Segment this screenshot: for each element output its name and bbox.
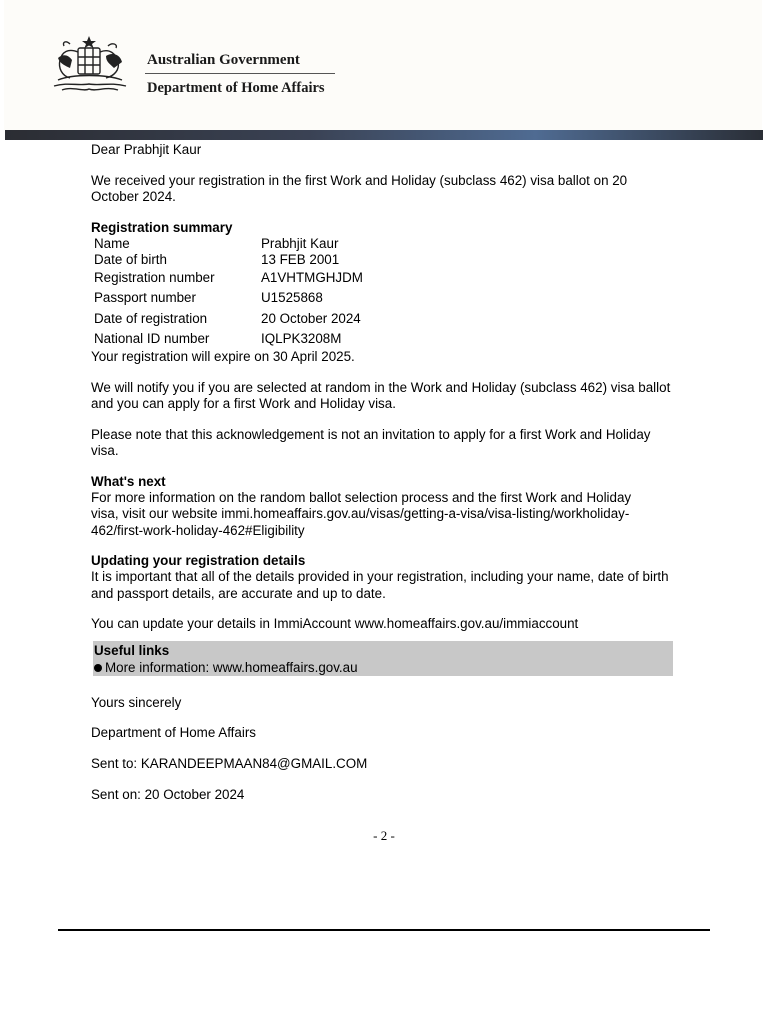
summary-value: Prabhjit Kaur xyxy=(261,235,339,251)
summary-row-date-of-registration xyxy=(94,309,676,329)
agency-name: Australian Government xyxy=(147,52,300,68)
closing: Yours sincerely xyxy=(91,694,182,710)
summary-value: IQLPK3208M xyxy=(261,330,342,346)
summary-label: Registration number xyxy=(94,269,215,285)
summary-label: National ID number xyxy=(94,330,210,346)
summary-heading: Registration summary xyxy=(91,219,233,235)
notify-paragraph: We will notify you if you are selected at random in the Work and Holiday (subclass 462) visa ballot and you can apply for a first Work and Holiday visa. xyxy=(91,380,671,412)
letterhead xyxy=(4,0,762,130)
bullet-icon xyxy=(94,664,102,672)
summary-label: Passport number xyxy=(94,290,196,306)
coat-of-arms-icon xyxy=(48,34,130,96)
header-bar xyxy=(5,130,763,140)
sent-to: Sent to: KARANDEEPMAAN84@GMAIL.COM xyxy=(91,755,368,771)
summary-value: 13 FEB 2001 xyxy=(261,251,340,267)
summary-row-national-id xyxy=(94,329,676,349)
note-paragraph: Please note that this acknowledgement is not an invitation to apply for a first Work and Holiday visa. xyxy=(91,426,651,459)
summary-value: 20 October 2024 xyxy=(261,310,361,326)
useful-link-item xyxy=(94,659,673,676)
update-where-paragraph: You can update your details in ImmiAccount www.homeaffairs.gov.au/immiaccount xyxy=(91,616,579,632)
summary-value: A1VHTMGHJDM xyxy=(261,269,363,285)
signature: Department of Home Affairs xyxy=(91,725,256,741)
whats-next-heading: What's next xyxy=(91,473,166,489)
whats-next-line: For more information on the random ballot selection process and the first Work and Holiday xyxy=(91,490,632,506)
footer-divider xyxy=(58,929,710,931)
summary-label: Date of birth xyxy=(94,251,167,267)
summary-row-passport-number xyxy=(94,288,676,308)
letterhead-divider xyxy=(145,73,335,74)
expiry-notice: Your registration will expire on 30 April 2025. xyxy=(91,349,355,365)
page-number: - 2 - xyxy=(373,828,395,843)
summary-label: Date of registration xyxy=(94,310,208,326)
updating-paragraph: It is important that all of the details provided in your registration, including your name, date of birth and passport details, are accurate and up to date. xyxy=(91,569,669,601)
letter-body xyxy=(91,142,676,803)
whats-next-line: visa, visit our website immi.homeaffairs.gov.au/visas/getting-a-visa/visa-listing/workholiday- xyxy=(91,506,630,522)
sent-on: Sent on: 20 October 2024 xyxy=(91,786,245,802)
useful-links-heading: Useful links xyxy=(94,642,170,658)
intro-paragraph: We received your registration in the first Work and Holiday (subclass 462) visa ballot on 20 October 2024. xyxy=(91,172,628,204)
whats-next-line: 462/first-work-holiday-462#Eligibility xyxy=(91,522,305,538)
useful-link-text: More information: www.homeaffairs.gov.au xyxy=(105,659,358,675)
summary-row-registration-number xyxy=(94,268,676,288)
summary-row-name xyxy=(94,236,676,252)
registration-summary-table xyxy=(94,236,676,350)
summary-row-dob xyxy=(94,252,676,268)
summary-label: Name xyxy=(94,235,130,251)
salutation: Dear Prabhjit Kaur xyxy=(91,142,202,157)
department-name: Department of Home Affairs xyxy=(147,80,325,96)
updating-heading: Updating your registration details xyxy=(91,553,306,569)
useful-links-box xyxy=(93,641,673,676)
summary-value: U1525868 xyxy=(261,290,323,306)
